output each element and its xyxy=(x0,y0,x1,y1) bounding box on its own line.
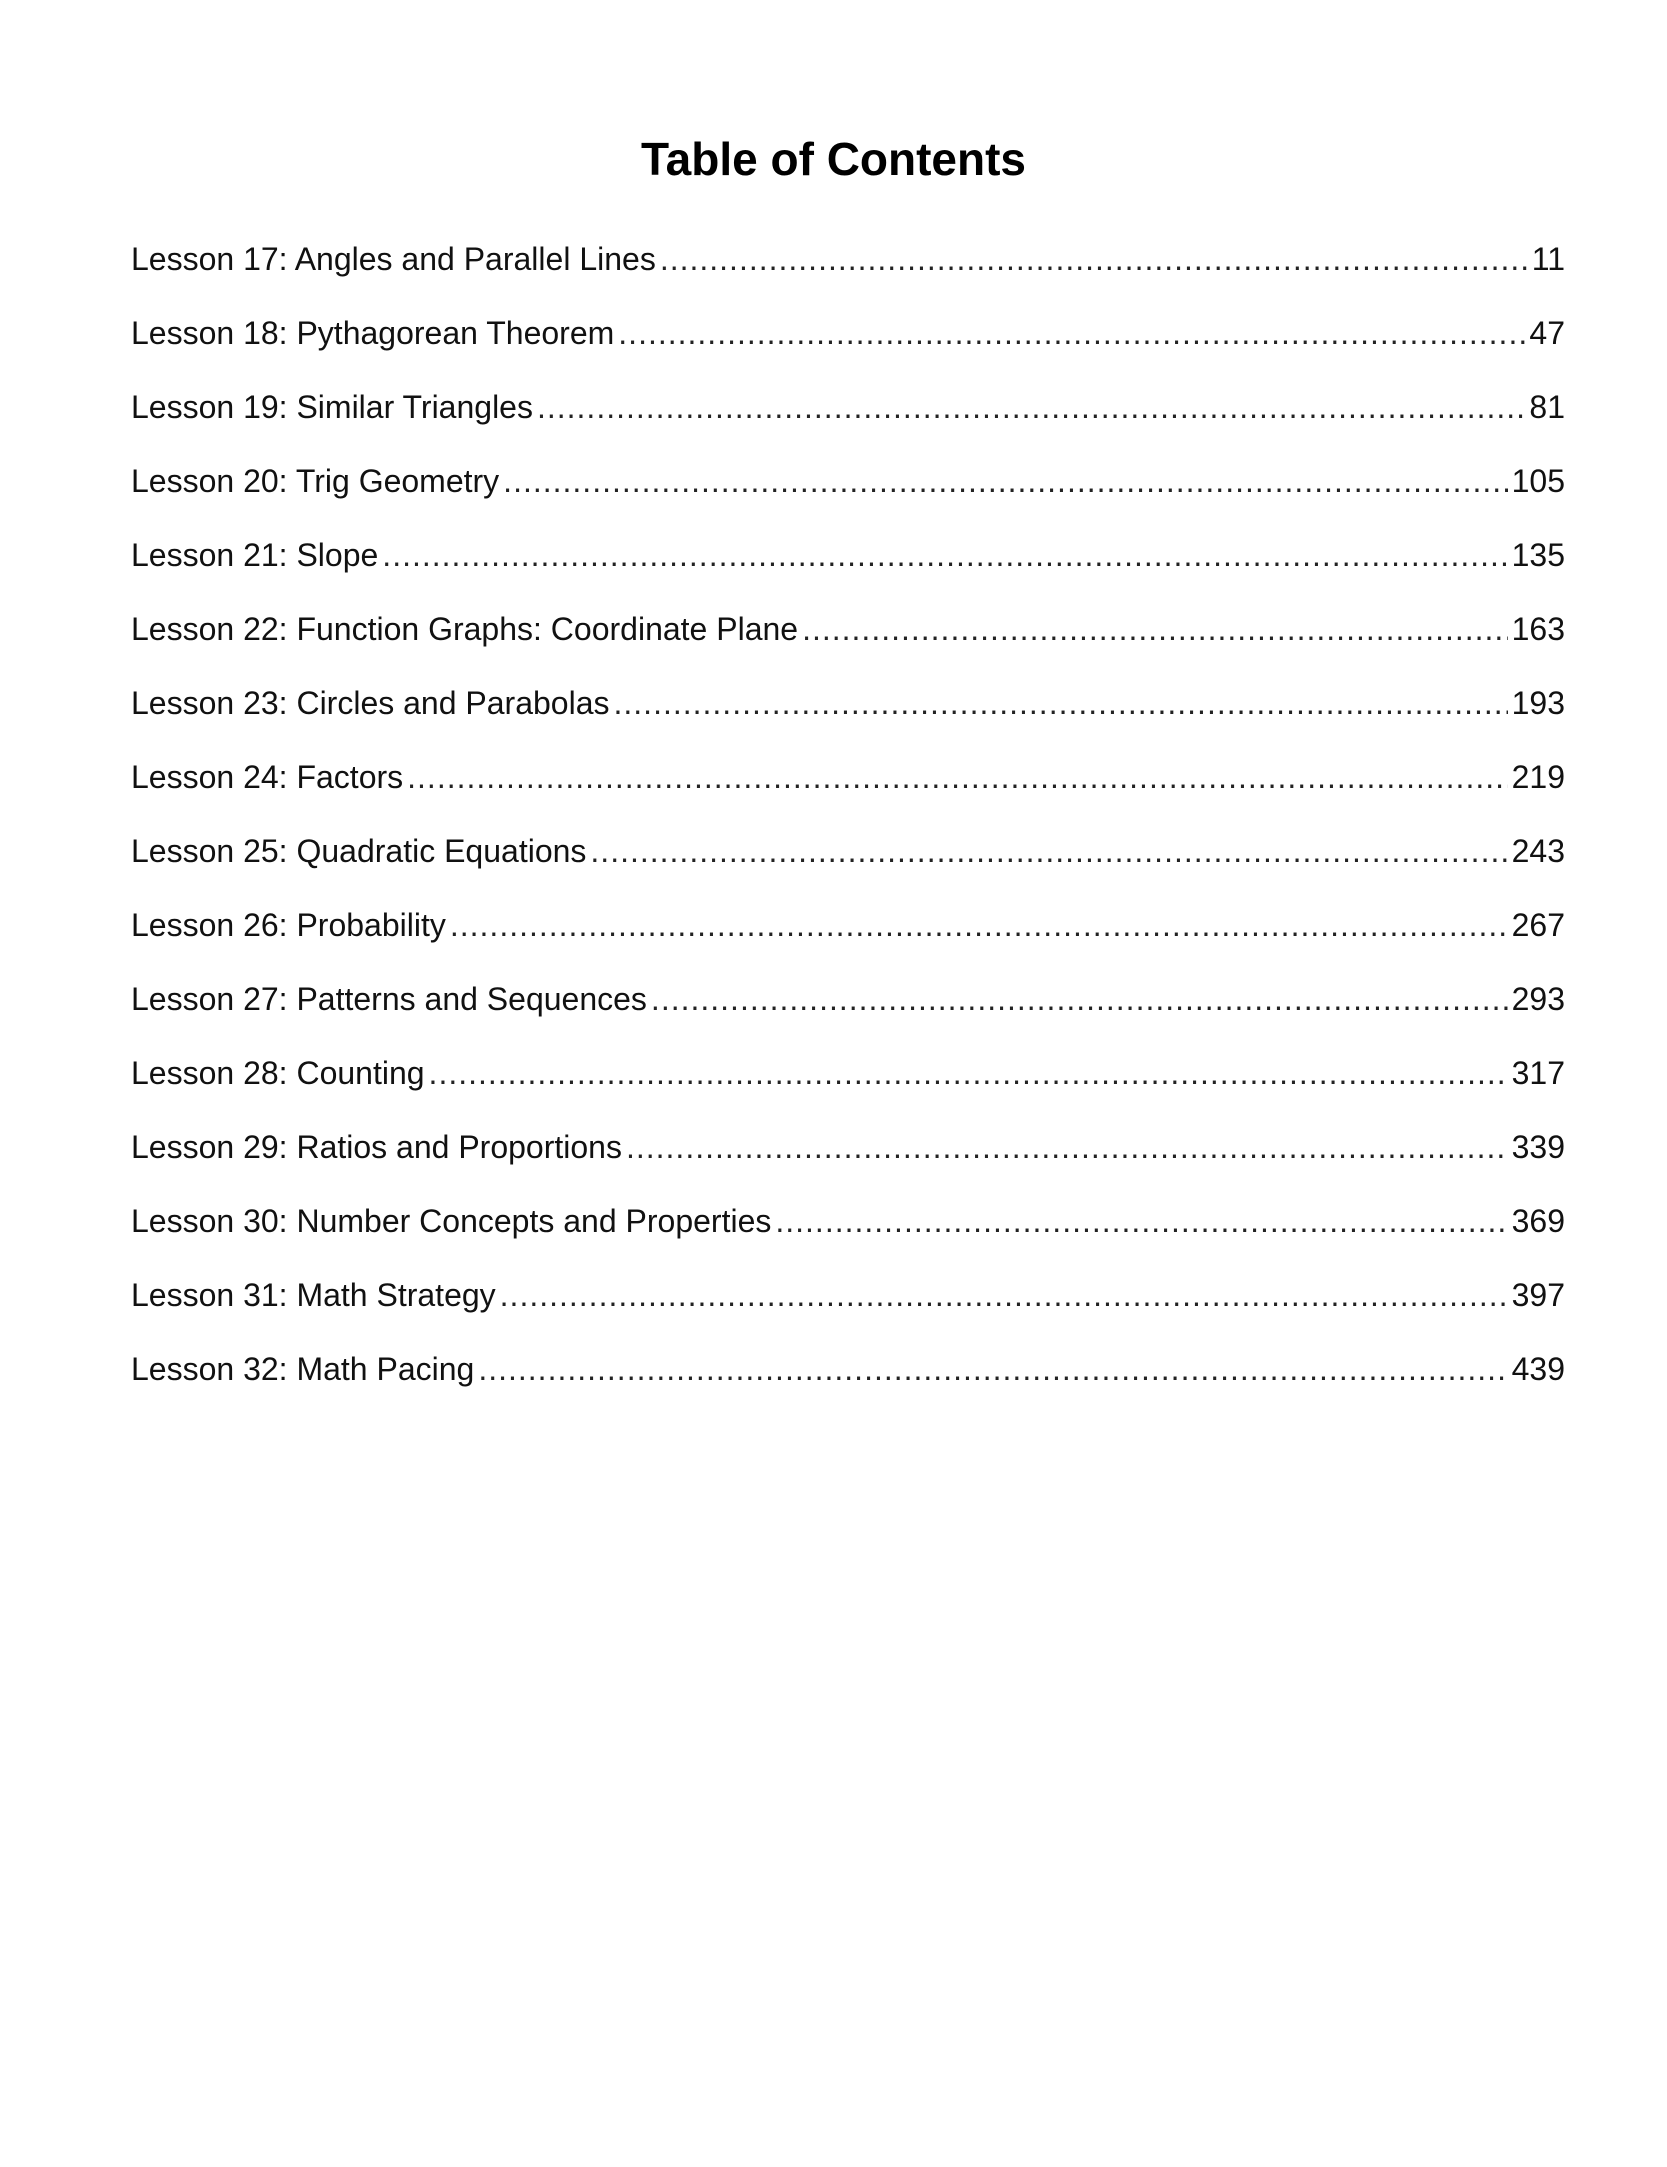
dot-leader xyxy=(775,1198,1507,1244)
toc-entry-label: Lesson 30: Number Concepts and Properties xyxy=(131,1203,772,1239)
toc-entry-lesson-20[interactable] xyxy=(131,458,1565,532)
toc-entry-label: Lesson 24: Factors xyxy=(131,759,404,795)
toc-entry-page-number: 339 xyxy=(1511,1129,1565,1165)
toc-entry-label: Lesson 25: Quadratic Equations xyxy=(131,833,587,869)
dot-leader xyxy=(503,458,1507,504)
dot-leader xyxy=(626,1124,1508,1170)
dot-leader xyxy=(478,1346,1507,1392)
toc-entry-label: Lesson 29: Ratios and Proportions xyxy=(131,1129,622,1165)
toc-entry-lesson-27[interactable] xyxy=(131,976,1565,1050)
toc-entry-label: Lesson 21: Slope xyxy=(131,537,379,573)
toc-list xyxy=(131,236,1565,1420)
dot-leader xyxy=(537,384,1525,430)
toc-entry-label: Lesson 17: Angles and Parallel Lines xyxy=(131,241,656,277)
toc-entry-label: Lesson 26: Probability xyxy=(131,907,446,943)
toc-entry-page-number: 163 xyxy=(1511,611,1565,647)
toc-entry-lesson-29[interactable] xyxy=(131,1124,1565,1198)
toc-entry-page-number: 135 xyxy=(1511,537,1565,573)
toc-entry-page-number: 105 xyxy=(1511,463,1565,499)
dot-leader xyxy=(450,902,1508,948)
toc-entry-page-number: 193 xyxy=(1511,685,1565,721)
toc-entry-lesson-23[interactable] xyxy=(131,680,1565,754)
toc-entry-lesson-18[interactable] xyxy=(131,310,1565,384)
toc-entry-page-number: 47 xyxy=(1529,315,1565,351)
toc-entry-label: Lesson 23: Circles and Parabolas xyxy=(131,685,610,721)
toc-entry-label: Lesson 32: Math Pacing xyxy=(131,1351,475,1387)
toc-entry-label: Lesson 28: Counting xyxy=(131,1055,425,1091)
dot-leader xyxy=(500,1272,1508,1318)
toc-entry-page-number: 369 xyxy=(1511,1203,1565,1239)
page-title: Table of Contents xyxy=(640,133,1027,185)
toc-entry-label: Lesson 22: Function Graphs: Coordinate Plane xyxy=(131,611,799,647)
toc-entry-page-number: 243 xyxy=(1511,833,1565,869)
toc-entry-lesson-22[interactable] xyxy=(131,606,1565,680)
toc-entry-label: Lesson 20: Trig Geometry xyxy=(131,463,500,499)
dot-leader xyxy=(618,310,1525,356)
toc-entry-page-number: 317 xyxy=(1511,1055,1565,1091)
toc-entry-label: Lesson 19: Similar Triangles xyxy=(131,389,533,425)
toc-entry-label: Lesson 27: Patterns and Sequences xyxy=(131,981,647,1017)
toc-entry-lesson-26[interactable] xyxy=(131,902,1565,976)
toc-entry-lesson-19[interactable] xyxy=(131,384,1565,458)
toc-entry-label: Lesson 18: Pythagorean Theorem xyxy=(131,315,615,351)
toc-entry-lesson-32[interactable] xyxy=(131,1346,1565,1420)
toc-entry-lesson-21[interactable] xyxy=(131,532,1565,606)
toc-entry-lesson-30[interactable] xyxy=(131,1198,1565,1272)
dot-leader xyxy=(651,976,1508,1022)
toc-entry-lesson-25[interactable] xyxy=(131,828,1565,902)
toc-entry-lesson-28[interactable] xyxy=(131,1050,1565,1124)
toc-entry-page-number: 293 xyxy=(1511,981,1565,1017)
dot-leader xyxy=(660,236,1528,282)
toc-entry-lesson-17[interactable] xyxy=(131,236,1565,310)
dot-leader xyxy=(407,754,1507,800)
toc-entry-page-number: 81 xyxy=(1529,389,1565,425)
toc-entry-page-number: 267 xyxy=(1511,907,1565,943)
dot-leader xyxy=(590,828,1507,874)
toc-entry-page-number: 439 xyxy=(1511,1351,1565,1387)
dot-leader xyxy=(614,680,1508,726)
dot-leader xyxy=(429,1050,1508,1096)
toc-entry-page-number: 219 xyxy=(1511,759,1565,795)
dot-leader xyxy=(802,606,1508,652)
toc-entry-page-number: 397 xyxy=(1511,1277,1565,1313)
dot-leader xyxy=(382,532,1507,578)
toc-entry-lesson-24[interactable] xyxy=(131,754,1565,828)
toc-entry-label: Lesson 31: Math Strategy xyxy=(131,1277,496,1313)
toc-entry-page-number: 11 xyxy=(1531,241,1565,277)
toc-entry-lesson-31[interactable] xyxy=(131,1272,1565,1346)
